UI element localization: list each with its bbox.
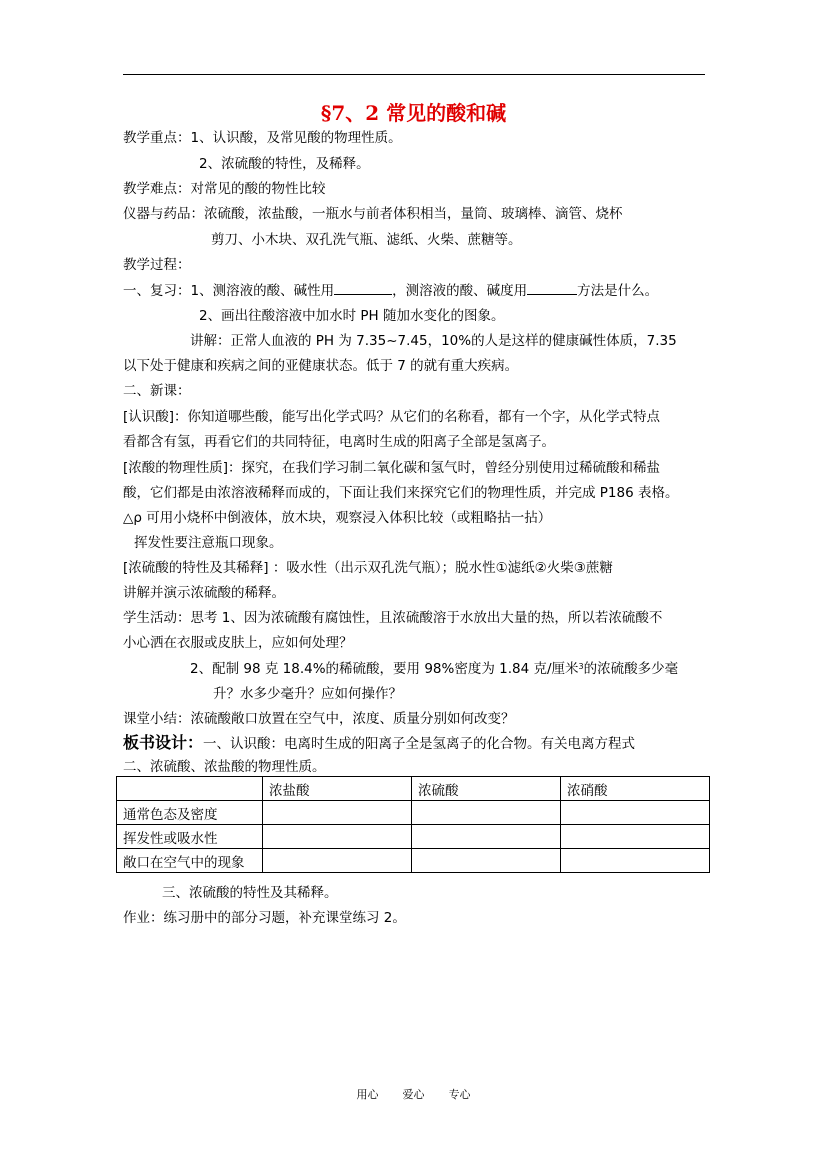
table-header-row xyxy=(117,777,710,801)
superscript: 3 xyxy=(578,662,584,671)
fill-in-blank xyxy=(527,282,577,295)
text-segment: 一、认识酸：电离时生成的阳离子全是氢离子的化合物。有关电离方程式 xyxy=(203,736,636,752)
text-line: 二、新课： xyxy=(123,383,191,399)
header-rule xyxy=(123,74,705,75)
text-line: 2、画出往酸溶液中加水时 PH 随加水变化的图象。 xyxy=(199,308,505,324)
table-row xyxy=(117,801,710,825)
table-cell: 敞口在空气中的现象 xyxy=(117,849,263,873)
text-line: 学生活动：思考 1、因为浓硫酸有腐蚀性，且浓硫酸溶于水放出大量的热，所以若浓硫酸不 xyxy=(123,610,663,626)
text-segment: 方法是什么。 xyxy=(577,283,659,299)
page-footer xyxy=(0,1086,827,1102)
text-line: 仪器与药品：浓硫酸，浓盐酸，一瓶水与前者体积相当，量筒、玻璃棒、滴管、烧杯 xyxy=(123,206,623,222)
text-line: [浓硫酸的特性及其稀释] ：吸水性（出示双孔洗气瓶）；脱水性①滤纸②火柴③蔗糖 xyxy=(123,560,613,576)
text-line: 教学重点：1、认识酸，及常见酸的物理性质。 xyxy=(123,130,402,146)
text-line: 作业：练习册中的部分习题，补充课堂练习 2。 xyxy=(123,910,406,926)
table-cell xyxy=(263,849,412,873)
table-cell: 浓硫酸 xyxy=(412,777,561,801)
table-cell xyxy=(412,801,561,825)
fill-in-blank xyxy=(334,282,392,295)
table-cell xyxy=(561,801,710,825)
text-segment: 的浓硫酸多少毫 xyxy=(583,661,679,677)
text-segment: 2、配制 98 克 18.4%的稀硫酸，要用 98%密度为 1.84 克/厘米 xyxy=(190,661,579,677)
text-line: 课堂小结：浓硫酸敞口放置在空气中，浓度、质量分别如何改变？ xyxy=(123,711,515,727)
text-line xyxy=(190,660,678,678)
table-row xyxy=(117,825,710,849)
text-line: 升？水多少毫升？应如何操作？ xyxy=(213,686,402,702)
text-line: 教学过程： xyxy=(123,257,191,273)
text-line: 教学难点：对常见的酸的物性比较 xyxy=(123,181,326,197)
text-line: △ρ 可用小烧杯中倒液体，放木块，观察浸入体积比较（或粗略拈一拈） xyxy=(123,510,552,526)
properties-table xyxy=(116,776,710,873)
text-segment: 一、复习：1、测溶液的酸、碱性用 xyxy=(123,283,335,299)
page-title: §7、2 常见的酸和碱 xyxy=(320,101,507,125)
text-line: 讲解并演示浓硫酸的稀释。 xyxy=(123,585,285,601)
table-cell xyxy=(117,777,263,801)
text-line: 二、浓硫酸、浓盐酸的物理性质。 xyxy=(123,759,326,775)
table-row xyxy=(117,849,710,873)
table-cell xyxy=(561,849,710,873)
footer-word: 爱心 xyxy=(402,1088,425,1101)
table-cell: 挥发性或吸水性 xyxy=(117,825,263,849)
text-line: 以下处于健康和疾病之间的亚健康状态。低于 7 的就有重大疾病。 xyxy=(123,358,519,374)
table-cell xyxy=(263,801,412,825)
footer-word: 专心 xyxy=(448,1088,471,1101)
table-cell xyxy=(412,825,561,849)
table-cell xyxy=(561,825,710,849)
table-cell xyxy=(412,849,561,873)
text-line: 小心洒在衣服或皮肤上，应如何处理？ xyxy=(123,635,353,651)
text-line: [认识酸]：你知道哪些酸，能写出化学式吗？从它们的名称看，都有一个字，从化学式特点 xyxy=(123,409,661,425)
text-line: 酸，它们都是由浓溶液稀释而成的，下面让我们来探究它们的物理性质，并完成 P186 表格。 xyxy=(123,485,679,501)
text-line: 讲解：正常人血液的 PH 为 7.35~7.45，10%的人是这样的健康碱性体质，7.35 xyxy=(190,333,677,349)
footer-word: 用心 xyxy=(356,1088,379,1101)
table-cell xyxy=(263,825,412,849)
table-cell: 浓盐酸 xyxy=(263,777,412,801)
text-line: [浓酸的物理性质]：探究，在我们学习制二氧化碳和氢气时，曾经分别使用过稀硫酸和稀盐 xyxy=(123,460,661,476)
text-line xyxy=(123,734,635,753)
text-line xyxy=(123,282,658,300)
text-line: 剪刀、小木块、双孔洗气瓶、滤纸、火柴、蔗糖等。 xyxy=(211,232,522,248)
text-line: 三、浓硫酸的特性及其稀释。 xyxy=(162,885,338,901)
table-cell: 浓硝酸 xyxy=(561,777,710,801)
text-segment: ，测溶液的酸、碱度用 xyxy=(392,283,528,299)
section-heading: 板书设计： xyxy=(123,733,204,752)
table-cell: 通常色态及密度 xyxy=(117,801,263,825)
text-line: 看都含有氢，再看它们的共同特征，电离时生成的阳离子全部是氢离子。 xyxy=(123,434,555,450)
text-line: 挥发性要注意瓶口现象。 xyxy=(134,535,283,551)
text-line: 2、浓硫酸的特性，及稀释。 xyxy=(199,156,370,172)
